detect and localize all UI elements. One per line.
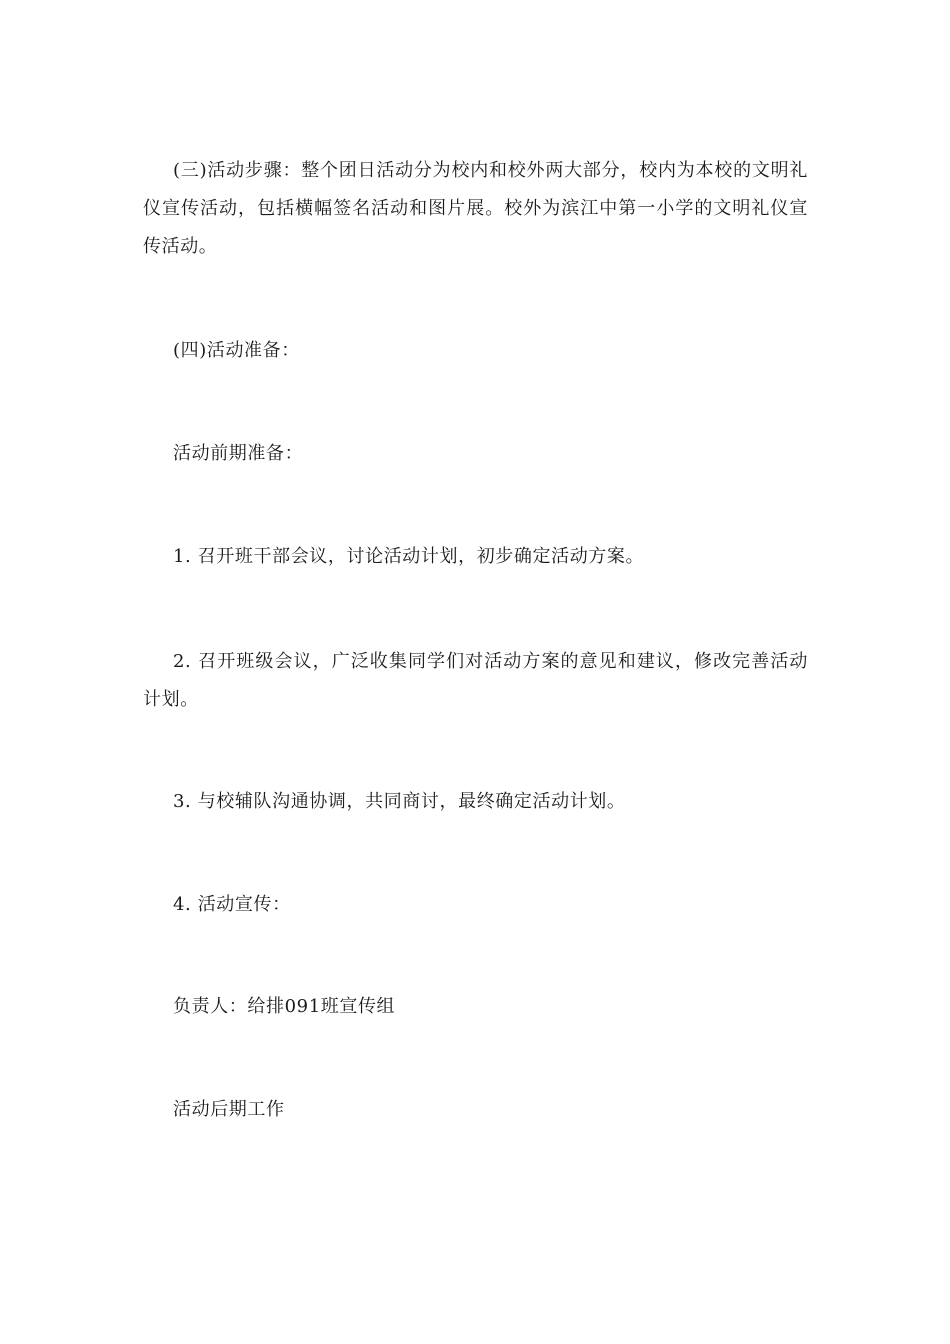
paragraph-early-preparation-heading: 活动前期准备： xyxy=(173,443,304,464)
paragraph-activity-steps: (三)活动步骤：整个团日活动分为校内和校外两大部分，校内为本校的文明礼仪宣传活动，包括横幅签名活动和图片展。校外为滨江中第一小学的文明礼仪宣传活动。 xyxy=(143,160,808,257)
paragraph-post-activity-heading: 活动后期工作 xyxy=(173,1099,285,1120)
paragraph-item-4: 4. 活动宣传： xyxy=(173,894,291,915)
paragraph-item-3: 3. 与校辅队沟通协调，共同商讨，最终确定活动计划。 xyxy=(173,791,626,812)
paragraph-person-in-charge: 负责人：给排091班宣传组 xyxy=(173,996,396,1017)
paragraph-activity-preparation-heading: (四)活动准备： xyxy=(173,340,300,361)
paragraph-item-2: 2. 召开班级会议，广泛收集同学们对活动方案的意见和建议，修改完善活动计划。 xyxy=(143,651,808,710)
paragraph-item-1: 1. 召开班干部会议，讨论活动计划，初步确定活动方案。 xyxy=(173,546,645,567)
